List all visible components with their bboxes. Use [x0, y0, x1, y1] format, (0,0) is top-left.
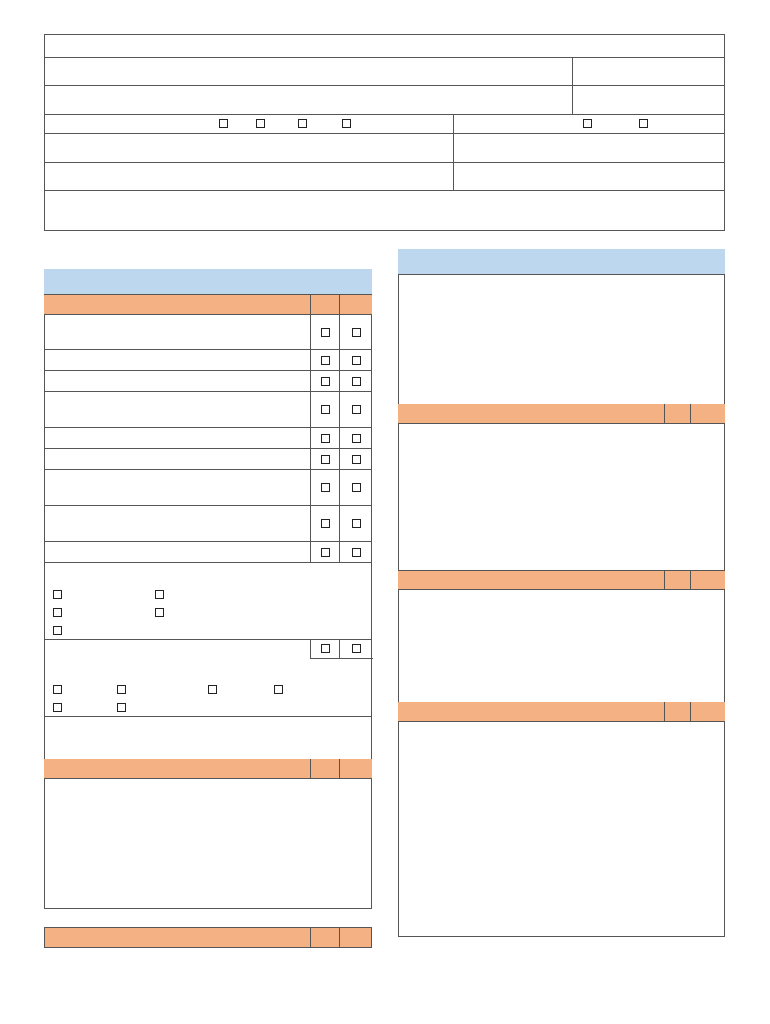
limitations-no-checkbox[interactable] [583, 119, 592, 128]
yes-answer-cell[interactable] [339, 315, 373, 349]
question-row [44, 350, 372, 371]
question-row [44, 392, 372, 428]
allergies-no-cell[interactable] [310, 639, 340, 659]
question-row [44, 449, 372, 470]
right-header [398, 249, 725, 275]
breathing-yes-header [339, 928, 373, 947]
general-no-header [310, 295, 340, 314]
sickle-cell-checkbox[interactable] [155, 608, 164, 617]
general-yes-header [339, 295, 373, 314]
left-header [44, 269, 372, 295]
other-allergy-checkbox[interactable] [117, 703, 126, 712]
grade-9-checkbox[interactable] [219, 119, 228, 128]
yes-checkbox[interactable] [352, 644, 361, 653]
allergies-row [44, 639, 372, 659]
yes-answer-cell[interactable] [339, 470, 373, 505]
no-answer-cell[interactable] [310, 350, 340, 370]
yes-answer-cell[interactable] [339, 542, 373, 562]
yes-checkbox[interactable] [352, 519, 361, 528]
no-answer-cell[interactable] [310, 506, 340, 541]
latex-checkbox[interactable] [208, 685, 217, 694]
no-checkbox[interactable] [321, 356, 330, 365]
yes-answer-cell[interactable] [339, 392, 373, 427]
no-checkbox[interactable] [321, 548, 330, 557]
other-condition-checkbox[interactable] [53, 626, 62, 635]
food-checkbox[interactable] [53, 685, 62, 694]
no-answer-cell[interactable] [310, 470, 340, 505]
question-row [44, 470, 372, 506]
no-answer-cell[interactable] [310, 542, 340, 562]
no-checkbox[interactable] [321, 519, 330, 528]
question-row [44, 371, 372, 392]
devices-yes-header [690, 404, 726, 423]
yes-checkbox[interactable] [352, 377, 361, 386]
right-table [398, 249, 725, 937]
no-checkbox[interactable] [321, 483, 330, 492]
asthma-checkbox[interactable] [53, 590, 62, 599]
yes-checkbox[interactable] [352, 483, 361, 492]
yes-answer-cell[interactable] [339, 371, 373, 391]
injury-yes-header [690, 702, 726, 721]
question-row [44, 506, 372, 542]
no-checkbox[interactable] [321, 377, 330, 386]
breathing-no-header [310, 928, 340, 947]
yes-answer-cell[interactable] [339, 449, 373, 469]
no-answer-cell[interactable] [310, 449, 340, 469]
brain-no-header [310, 759, 340, 778]
brain-injury-section [44, 759, 372, 779]
no-checkbox[interactable] [321, 328, 330, 337]
no-answer-cell[interactable] [310, 315, 340, 349]
seizures-checkbox[interactable] [53, 608, 62, 617]
allergies-yes-cell[interactable] [339, 639, 373, 659]
no-checkbox[interactable] [321, 434, 330, 443]
limitations-yes-checkbox[interactable] [639, 119, 648, 128]
grade-10-checkbox[interactable] [256, 119, 265, 128]
no-checkbox[interactable] [321, 455, 330, 464]
yes-answer-cell[interactable] [339, 428, 373, 448]
devices-no-header [664, 404, 691, 423]
injury-section [398, 702, 725, 722]
medicine-checkbox[interactable] [274, 685, 283, 694]
grade-11-checkbox[interactable] [298, 119, 307, 128]
diabetes-checkbox[interactable] [155, 590, 164, 599]
yes-checkbox[interactable] [352, 434, 361, 443]
no-checkbox[interactable] [321, 644, 330, 653]
yes-checkbox[interactable] [352, 356, 361, 365]
yes-answer-cell[interactable] [339, 350, 373, 370]
no-answer-cell[interactable] [310, 392, 340, 427]
injury-no-header [664, 702, 691, 721]
yes-checkbox[interactable] [352, 455, 361, 464]
yes-checkbox[interactable] [352, 548, 361, 557]
yes-checkbox[interactable] [352, 328, 361, 337]
devices-section [398, 404, 725, 424]
no-checkbox[interactable] [321, 405, 330, 414]
general-health-section [44, 295, 372, 315]
question-row [44, 542, 372, 563]
gi-yes-header [690, 571, 726, 589]
insect-bite-checkbox[interactable] [117, 685, 126, 694]
question-row [44, 428, 372, 449]
yes-answer-cell[interactable] [339, 506, 373, 541]
brain-yes-header [339, 759, 373, 778]
no-answer-cell[interactable] [310, 428, 340, 448]
breathing-section [44, 927, 372, 948]
yes-checkbox[interactable] [352, 405, 361, 414]
gi-no-header [664, 571, 691, 589]
question-row [44, 315, 372, 350]
no-answer-cell[interactable] [310, 371, 340, 391]
pollen-checkbox[interactable] [53, 703, 62, 712]
gi-section [398, 570, 725, 590]
grade-12-checkbox[interactable] [342, 119, 351, 128]
